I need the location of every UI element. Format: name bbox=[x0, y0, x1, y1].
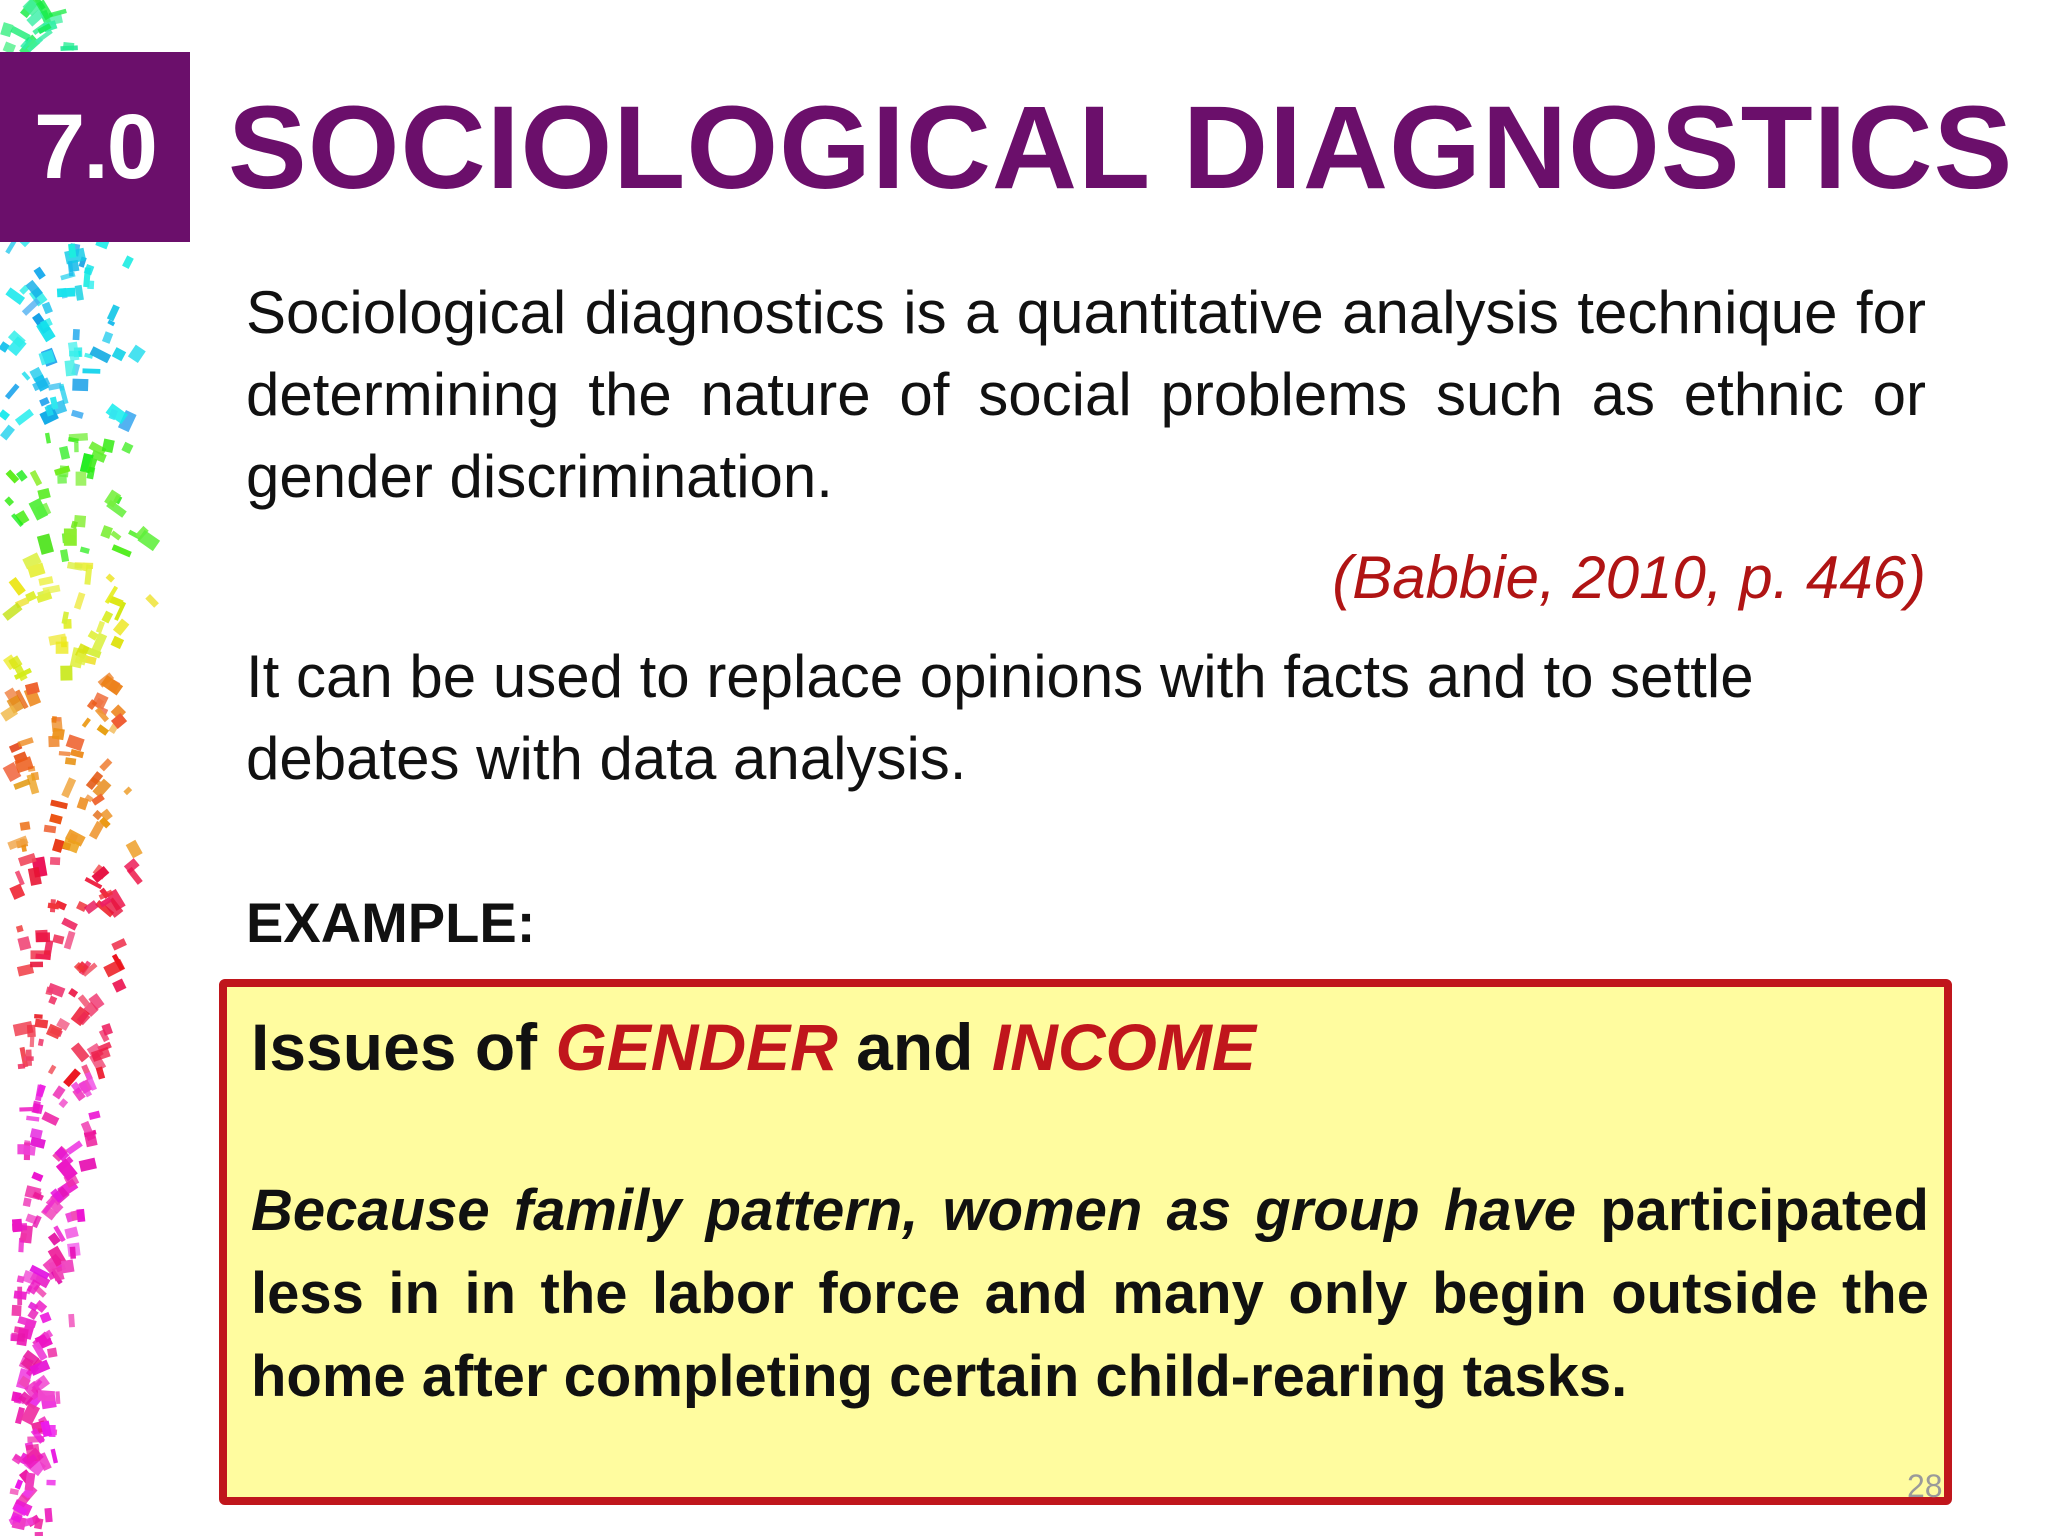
page-number: 28 bbox=[1907, 1468, 1943, 1504]
confetti-piece bbox=[82, 368, 100, 373]
confetti-piece bbox=[74, 592, 85, 610]
confetti-piece bbox=[64, 931, 76, 950]
confetti-piece bbox=[41, 1111, 59, 1125]
confetti-piece bbox=[45, 433, 51, 444]
confetti-piece bbox=[103, 959, 125, 978]
confetti-piece bbox=[6, 469, 20, 483]
confetti-piece bbox=[101, 611, 113, 624]
confetti-piece bbox=[15, 870, 25, 885]
confetti-piece bbox=[26, 1050, 32, 1066]
confetti-piece bbox=[97, 724, 109, 735]
page-title: SOCIOLOGICAL DIAGNOSTICS bbox=[228, 82, 2014, 214]
confetti-piece bbox=[72, 379, 88, 392]
confetti-piece bbox=[47, 1347, 58, 1357]
confetti-piece bbox=[37, 533, 54, 554]
confetti-piece bbox=[38, 576, 53, 586]
confetti-piece bbox=[79, 1158, 97, 1172]
confetti-piece bbox=[19, 1107, 33, 1112]
confetti-piece bbox=[46, 1480, 55, 1486]
confetti-piece bbox=[29, 498, 49, 521]
confetti-piece bbox=[31, 1172, 43, 1182]
confetti-piece bbox=[44, 1508, 52, 1522]
confetti-piece bbox=[10, 1488, 19, 1495]
confetti-piece bbox=[52, 716, 57, 723]
confetti-piece bbox=[30, 470, 42, 486]
confetti-piece bbox=[104, 490, 121, 508]
example-heading-mid: and bbox=[837, 1010, 992, 1084]
example-heading-prefix: Issues of bbox=[251, 1010, 556, 1084]
confetti-piece bbox=[50, 857, 60, 865]
confetti-piece bbox=[48, 996, 57, 1005]
confetti-piece bbox=[12, 1223, 27, 1231]
confetti-piece bbox=[73, 329, 80, 340]
gender-term: GENDER bbox=[555, 1010, 838, 1084]
confetti-piece bbox=[57, 288, 76, 298]
confetti-piece bbox=[96, 621, 105, 634]
confetti-piece bbox=[20, 1233, 27, 1241]
confetti-piece bbox=[34, 1014, 43, 1019]
confetti-piece bbox=[21, 1403, 41, 1425]
confetti-piece bbox=[111, 636, 125, 649]
confetti-piece bbox=[128, 345, 146, 363]
confetti-piece bbox=[59, 751, 71, 756]
example-body-text: participated less in in the labor force and many only begin outside the home after completing certain child-rearing tasks. bbox=[251, 1178, 1929, 1409]
confetti-piece bbox=[63, 42, 75, 51]
example-body-italic: Because family pattern, women as group have bbox=[251, 1178, 1577, 1243]
confetti-piece bbox=[68, 243, 76, 258]
confetti-piece bbox=[68, 988, 78, 998]
confetti-piece bbox=[121, 442, 133, 454]
example-label: EXAMPLE: bbox=[246, 891, 536, 954]
confetti-piece bbox=[38, 1039, 44, 1047]
section-number-badge: 7.0 bbox=[0, 52, 190, 242]
confetti-piece bbox=[55, 1391, 60, 1404]
confetti-piece bbox=[124, 858, 140, 873]
confetti-piece bbox=[52, 728, 65, 740]
confetti-piece bbox=[100, 525, 113, 539]
confetti-piece bbox=[61, 917, 78, 930]
confetti-piece bbox=[71, 1042, 90, 1062]
confetti-piece bbox=[84, 900, 99, 914]
confetti-piece bbox=[27, 1308, 38, 1320]
confetti-piece bbox=[61, 1259, 75, 1273]
confetti-piece bbox=[14, 1290, 27, 1299]
confetti-piece bbox=[76, 472, 87, 486]
confetti-piece bbox=[112, 347, 126, 361]
confetti-piece bbox=[26, 1116, 39, 1122]
confetti-piece bbox=[17, 936, 31, 951]
confetti-piece bbox=[9, 884, 25, 900]
confetti-piece bbox=[65, 360, 76, 376]
confetti-piece bbox=[18, 1063, 26, 1069]
confetti-piece bbox=[48, 1065, 56, 1075]
confetti-piece bbox=[52, 1085, 65, 1099]
confetti-piece bbox=[15, 1479, 23, 1489]
confetti-piece bbox=[51, 1449, 59, 1464]
confetti-piece bbox=[49, 814, 63, 825]
confetti-piece bbox=[15, 409, 34, 426]
confetti-piece bbox=[113, 619, 129, 636]
confetti-piece bbox=[74, 442, 79, 452]
confetti-piece bbox=[70, 1247, 76, 1259]
confetti-piece bbox=[59, 1098, 69, 1108]
confetti-piece bbox=[80, 547, 90, 554]
confetti-piece bbox=[22, 371, 31, 380]
confetti-piece bbox=[107, 320, 115, 327]
confetti-piece bbox=[60, 666, 72, 681]
confetti-piece bbox=[57, 474, 67, 483]
confetti-piece bbox=[50, 800, 68, 810]
example-body bbox=[251, 1169, 1929, 1418]
confetti-piece bbox=[0, 409, 10, 420]
example-box bbox=[219, 979, 1952, 1505]
confetti-piece bbox=[52, 839, 64, 853]
confetti-piece bbox=[102, 331, 113, 344]
confetti-piece bbox=[68, 342, 80, 361]
confetti-piece bbox=[0, 425, 15, 441]
citation: (Babbie, 2010, p. 446) bbox=[1332, 544, 1926, 611]
confetti-piece bbox=[64, 529, 77, 546]
confetti-piece bbox=[111, 938, 127, 951]
income-term: INCOME bbox=[991, 1010, 1256, 1084]
confetti-piece bbox=[17, 737, 33, 747]
confetti-piece bbox=[23, 1198, 32, 1207]
confetti-piece bbox=[112, 979, 126, 993]
confetti-piece bbox=[68, 1314, 75, 1328]
confetti-piece bbox=[56, 642, 69, 654]
confetti-piece bbox=[123, 786, 132, 795]
confetti-piece bbox=[76, 1209, 85, 1222]
confetti-piece bbox=[35, 1019, 49, 1029]
usage-paragraph: It can be used to replace opinions with facts and to settle debates with data analysis. bbox=[246, 643, 1754, 792]
confetti-piece bbox=[13, 779, 30, 790]
confetti-piece bbox=[107, 304, 120, 321]
confetti-piece bbox=[40, 1312, 52, 1323]
confetti-piece bbox=[145, 594, 159, 608]
confetti-piece bbox=[16, 925, 24, 933]
confetti-piece bbox=[106, 573, 115, 582]
confetti-piece bbox=[61, 777, 76, 798]
confetti-piece bbox=[71, 521, 78, 529]
example-heading bbox=[251, 1005, 1256, 1089]
confetti-piece bbox=[5, 383, 20, 399]
confetti-piece bbox=[11, 1333, 25, 1342]
confetti-piece bbox=[34, 267, 46, 280]
confetti-piece bbox=[65, 757, 76, 765]
confetti-piece bbox=[36, 932, 50, 942]
confetti-piece bbox=[88, 1111, 100, 1120]
confetti-piece bbox=[52, 934, 64, 944]
confetti-piece bbox=[60, 549, 69, 562]
confetti-piece bbox=[66, 734, 85, 751]
confetti-piece bbox=[99, 758, 112, 771]
confetti-piece bbox=[64, 1227, 78, 1240]
confetti-piece bbox=[89, 346, 111, 363]
confetti-piece bbox=[82, 718, 91, 728]
confetti-piece bbox=[22, 298, 41, 316]
definition-paragraph: Sociological diagnostics is a quantitative analysis technique for determining the nature of social problems such as ethnic or gender discrimination. bbox=[246, 279, 1926, 510]
confetti-piece bbox=[44, 825, 57, 833]
confetti-piece bbox=[30, 962, 43, 968]
confetti-piece bbox=[96, 1067, 105, 1080]
confetti-piece bbox=[4, 496, 14, 506]
confetti-piece bbox=[43, 585, 61, 595]
confetti-piece bbox=[75, 285, 84, 301]
confetti-piece bbox=[126, 840, 143, 859]
confetti-piece bbox=[71, 410, 84, 419]
confetti-piece bbox=[102, 439, 115, 453]
confetti-piece bbox=[47, 983, 65, 998]
confetti-piece bbox=[12, 1305, 22, 1316]
confetti-piece bbox=[35, 1532, 43, 1536]
confetti-piece bbox=[110, 530, 121, 540]
confetti-piece bbox=[20, 821, 31, 830]
confetti-piece bbox=[37, 1390, 54, 1401]
confetti-piece bbox=[0, 341, 10, 353]
confetti-piece bbox=[66, 1140, 83, 1154]
confetti-piece bbox=[25, 682, 40, 695]
confetti-piece bbox=[122, 255, 134, 269]
confetti-piece bbox=[59, 446, 70, 460]
confetti-piece bbox=[23, 1145, 36, 1156]
confetti-piece bbox=[9, 577, 26, 596]
confetti-piece bbox=[42, 302, 53, 315]
confetti-piece bbox=[10, 26, 30, 41]
confetti-piece bbox=[40, 1420, 52, 1437]
confetti-piece bbox=[70, 749, 84, 758]
confetti-piece bbox=[112, 544, 132, 557]
confetti-piece bbox=[30, 1036, 35, 1047]
confetti-piece bbox=[39, 397, 50, 406]
